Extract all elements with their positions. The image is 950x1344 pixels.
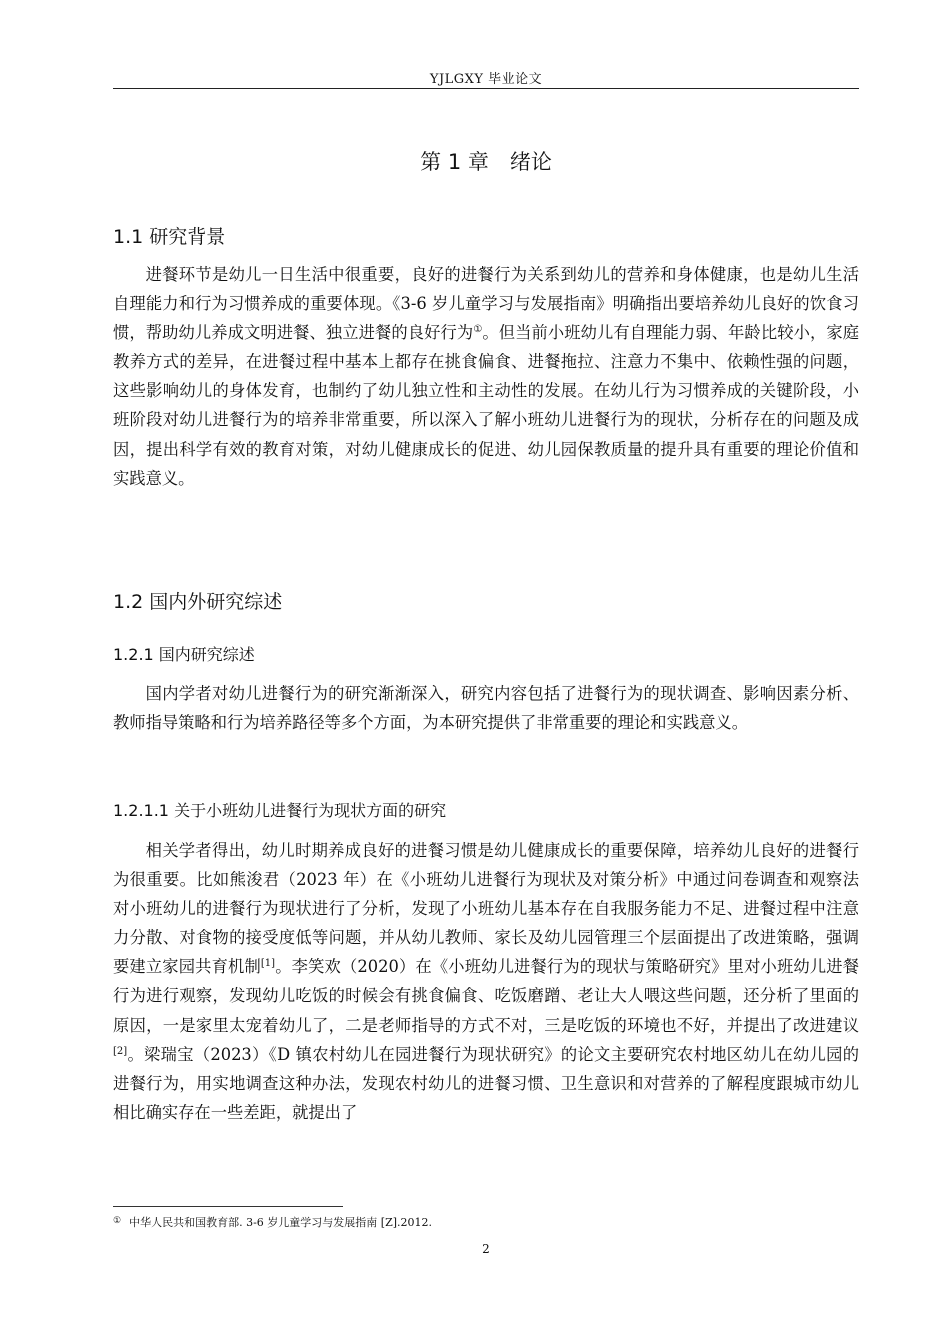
running-header: YJLGXY 毕业论文 xyxy=(429,72,543,87)
page-number: 2 xyxy=(482,1242,490,1256)
footnote-separator xyxy=(113,1206,343,1207)
section-heading-1-2: 1.2 国内外研究综述 xyxy=(113,591,283,613)
paragraph-text: 。李笑欢（2020）在《小班幼儿进餐行为的现状与策略研究》里对小班幼儿进餐行为进行观察，发现幼儿吃饭的时候会有挑食偏食、吃饭磨蹭、老让大人喂这些问题，还分析了里面的原因，一是家里太宠着幼儿了，二是老师指导的方式不对，三是吃饭的环境也不好，并提出了改进建议 xyxy=(113,957,859,1035)
citation-1[interactable]: [1] xyxy=(260,958,276,970)
paragraph-text: 相关学者得出，幼儿时期养成良好的进餐习惯是幼儿健康成长的重要保障，培养幼儿良好的进餐行为很重要。比如熊浚君（2023 年）在《小班幼儿进餐行为现状及对策分析》中通过问卷调查和观察法对小班幼儿的进餐行为现状进行了分析，发现了小班幼儿基本存在自我服务能力不足、进餐过程中注意力分散、对食物的接受度低等问题，并从幼儿教师、家长及幼儿园管理三个层面提出了改进策略，强调要建立家园共育机制 xyxy=(113,841,859,977)
footnote xyxy=(113,1214,432,1230)
paragraph-text: 。梁瑞宝（2023）《D 镇农村幼儿在园进餐行为现状研究》的论文主要研究农村地区幼儿在幼儿园的进餐行为，用实地调查这种办法，发现农村幼儿的进餐习惯、卫生意识和对营养的了解程度跟城市幼儿相比确实存在一些差距，就提出了 xyxy=(113,1044,859,1122)
subsection-heading-1-2-1: 1.2.1 国内研究综述 xyxy=(113,645,255,664)
subsection-heading-1-2-1-1: 1.2.1.1 关于小班幼儿进餐行为现状方面的研究 xyxy=(113,801,447,820)
paragraph-text: 。但当前小班幼儿有自理能力弱、年龄比较小，家庭教养方式的差异，在进餐过程中基本上都存在挑食偏食、进餐拖拉、注意力不集中、依赖性强的问题，这些影响幼儿的身体发育，也制约了幼儿独立性和主动性的发展。在幼儿行为习惯养成的关键阶段，小班阶段对幼儿进餐行为的培养非常重要，所以深入了解小班幼儿进餐行为的现状，分析存在的问题及成因，提出科学有效的教育对策，对幼儿健康成长的促进、幼儿园保教质量的提升具有重要的理论价值和实践意义。 xyxy=(113,323,859,488)
section-heading-1-1: 1.1 研究背景 xyxy=(113,226,226,248)
paragraph-current-status-research xyxy=(113,836,859,1127)
paragraph-text: 进餐环节是幼儿一日生活中很重要，良好的进餐行为关系到幼儿的营养和身体健康，也是幼儿生活自理能力和行为习惯养成的重要体现。《3-6 岁儿童学习与发展指南》明确指出要培养幼儿良好的饮食习惯，帮助幼儿养成文明进餐、独立进餐的良好行为 xyxy=(113,265,859,343)
footnote-mark: ① xyxy=(113,1216,122,1226)
paragraph-research-background xyxy=(113,260,859,493)
footnote-reference[interactable]: ① xyxy=(473,324,483,336)
citation-2[interactable]: [2] xyxy=(113,1045,128,1057)
header-rule xyxy=(113,88,859,89)
footnote-text: 中华人民共和国教育部. 3-6 岁儿童学习与发展指南 [Z].2012. xyxy=(129,1216,432,1229)
paragraph-domestic-review: 国内学者对幼儿进餐行为的研究渐渐深入，研究内容包括了进餐行为的现状调查、影响因素分析、教师指导策略和行为培养路径等多个方面，为本研究提供了非常重要的理论和实践意义。 xyxy=(113,684,859,733)
chapter-title: 第 1 章 绪论 xyxy=(420,150,552,174)
